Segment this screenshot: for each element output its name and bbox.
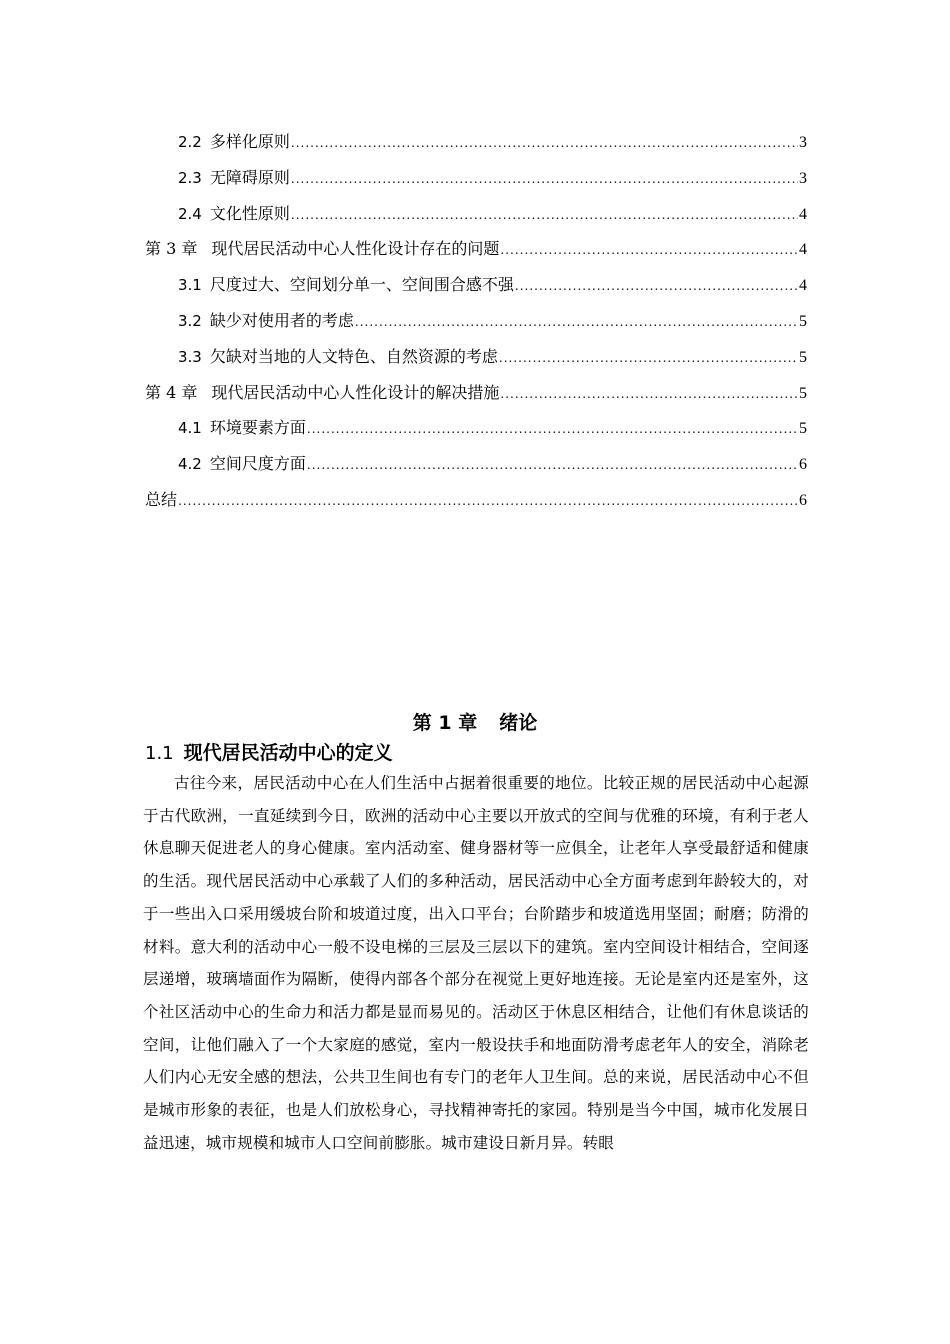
toc-entry[interactable]	[145, 124, 807, 160]
toc-entry-title: 现代居民活动中心人性化设计存在的问题	[211, 239, 500, 259]
toc-entry-number: 2.3	[178, 168, 202, 187]
toc-entry-page: 3	[799, 134, 807, 151]
toc-entry-number: 3.1	[178, 276, 202, 295]
toc-leader-dots	[355, 305, 798, 341]
toc-entry-title: 空间尺度方面	[209, 454, 306, 474]
section-number: 1.1	[145, 743, 174, 764]
toc-entry[interactable]	[145, 196, 807, 232]
toc-leader-dots	[178, 484, 798, 520]
section-title: 现代居民活动中心的定义	[183, 742, 393, 764]
toc-entry-title: 总结	[145, 489, 178, 509]
toc-entry-page: 3	[799, 169, 807, 187]
toc-entry-page: 6	[799, 491, 807, 509]
toc-entry-page: 5	[799, 384, 807, 402]
toc-entry-page: 5	[799, 420, 807, 438]
toc-entry[interactable]	[145, 267, 807, 303]
toc-entry-number: 3.2	[178, 311, 202, 330]
toc-entry-title: 多样化原则	[209, 132, 290, 151]
toc-leader-dots	[307, 448, 798, 484]
section-heading	[145, 738, 393, 765]
toc-entry-page: 4	[799, 277, 807, 295]
toc-leader-dots	[291, 162, 798, 198]
chapter-name: 绪论	[499, 712, 538, 734]
toc-leader-dots	[500, 377, 798, 413]
toc-entry-page: 6	[799, 456, 807, 474]
chapter-title	[0, 708, 950, 735]
toc-entry[interactable]	[145, 160, 807, 196]
toc-entry-number: 4.1	[178, 419, 202, 438]
toc-entry-number: 第 4 章	[145, 382, 198, 402]
toc-leader-dots	[499, 341, 798, 377]
toc-entry-number: 3.3	[178, 347, 202, 366]
toc-leader-dots	[500, 233, 798, 269]
toc-entry-title: 欠缺对当地的人文特色、自然资源的考虑	[209, 346, 498, 366]
toc-leader-dots	[515, 269, 798, 305]
toc-leader-dots	[291, 126, 798, 162]
toc-entry-number: 2.4	[178, 204, 202, 223]
table-of-contents	[145, 124, 807, 518]
toc-entry-title: 缺少对使用者的考虑	[209, 310, 354, 330]
toc-entry-number: 2.2	[178, 133, 202, 151]
toc-leader-dots	[307, 412, 798, 448]
body-paragraph: 古往今来，居民活动中心在人们生活中占据着很重要的地位。比较正规的居民活动中心起源于古代欧洲，一直延续到今日，欧洲的活动中心主要以开放式的空间与优雅的环境，有利于老人休息聊天促进老人的身心健康。室内活动室、健身器材等一应俱全，让老年人享受最舒适和健康的生活。现代居民活动中心承载了人们的多种活动，居民活动中心全方面考虑到年龄较大的，对于一些出入口采用缓坡台阶和坡道过度，出入口平台；台阶踏步和坡道选用坚固；耐磨；防滑的材料。意大利的活动中心一般不设电梯的三层及三层以下的建筑。室内空间设计相结合，空间逐层递增，玻璃墙面作为隔断，使得内部各个部分在视觉上更好地连接。无论是室内还是室外，这个社区活动中心的生命力和活力都是显而易见的。活动区于休息区相结合，让他们有休息谈话的空间，让他们融入了一个大家庭的感觉，室内一般设扶手和地面防滑考虑老年人的安全，消除老人们内心无安全感的想法，公共卫生间也有专门的老年人卫生间。总的来说，居民活动中心不但是城市形象的表征，也是人们放松身心，寻找精神寄托的家园。特别是当今中国，城市化发展日益迅速，城市规模和城市人口空间前膨胀。城市建设日新月异。转眼	[143, 774, 809, 1152]
toc-entry[interactable]	[145, 339, 807, 375]
toc-entry[interactable]	[145, 303, 807, 339]
toc-entry-title: 文化性原则	[209, 203, 290, 223]
toc-entry-title: 无障碍原则	[209, 167, 290, 187]
toc-entry-summary[interactable]	[145, 482, 807, 518]
toc-entry-chapter[interactable]	[145, 375, 807, 411]
toc-entry-title: 现代居民活动中心人性化设计的解决措施	[211, 382, 500, 402]
toc-entry-page: 5	[799, 348, 807, 366]
toc-entry-page: 4	[799, 205, 807, 223]
chapter-number: 第 1 章	[412, 712, 478, 734]
toc-entry-page: 4	[799, 241, 807, 259]
toc-leader-dots	[291, 198, 798, 234]
toc-entry-chapter[interactable]	[145, 231, 807, 267]
toc-entry[interactable]	[145, 410, 807, 446]
toc-entry-title: 尺度过大、空间划分单一、空间围合感不强	[209, 275, 514, 295]
toc-entry-number: 4.2	[178, 455, 202, 474]
toc-entry-page: 5	[799, 312, 807, 330]
toc-entry-title: 环境要素方面	[209, 418, 306, 438]
toc-entry[interactable]	[145, 446, 807, 482]
toc-entry-number: 第 3 章	[145, 239, 198, 259]
